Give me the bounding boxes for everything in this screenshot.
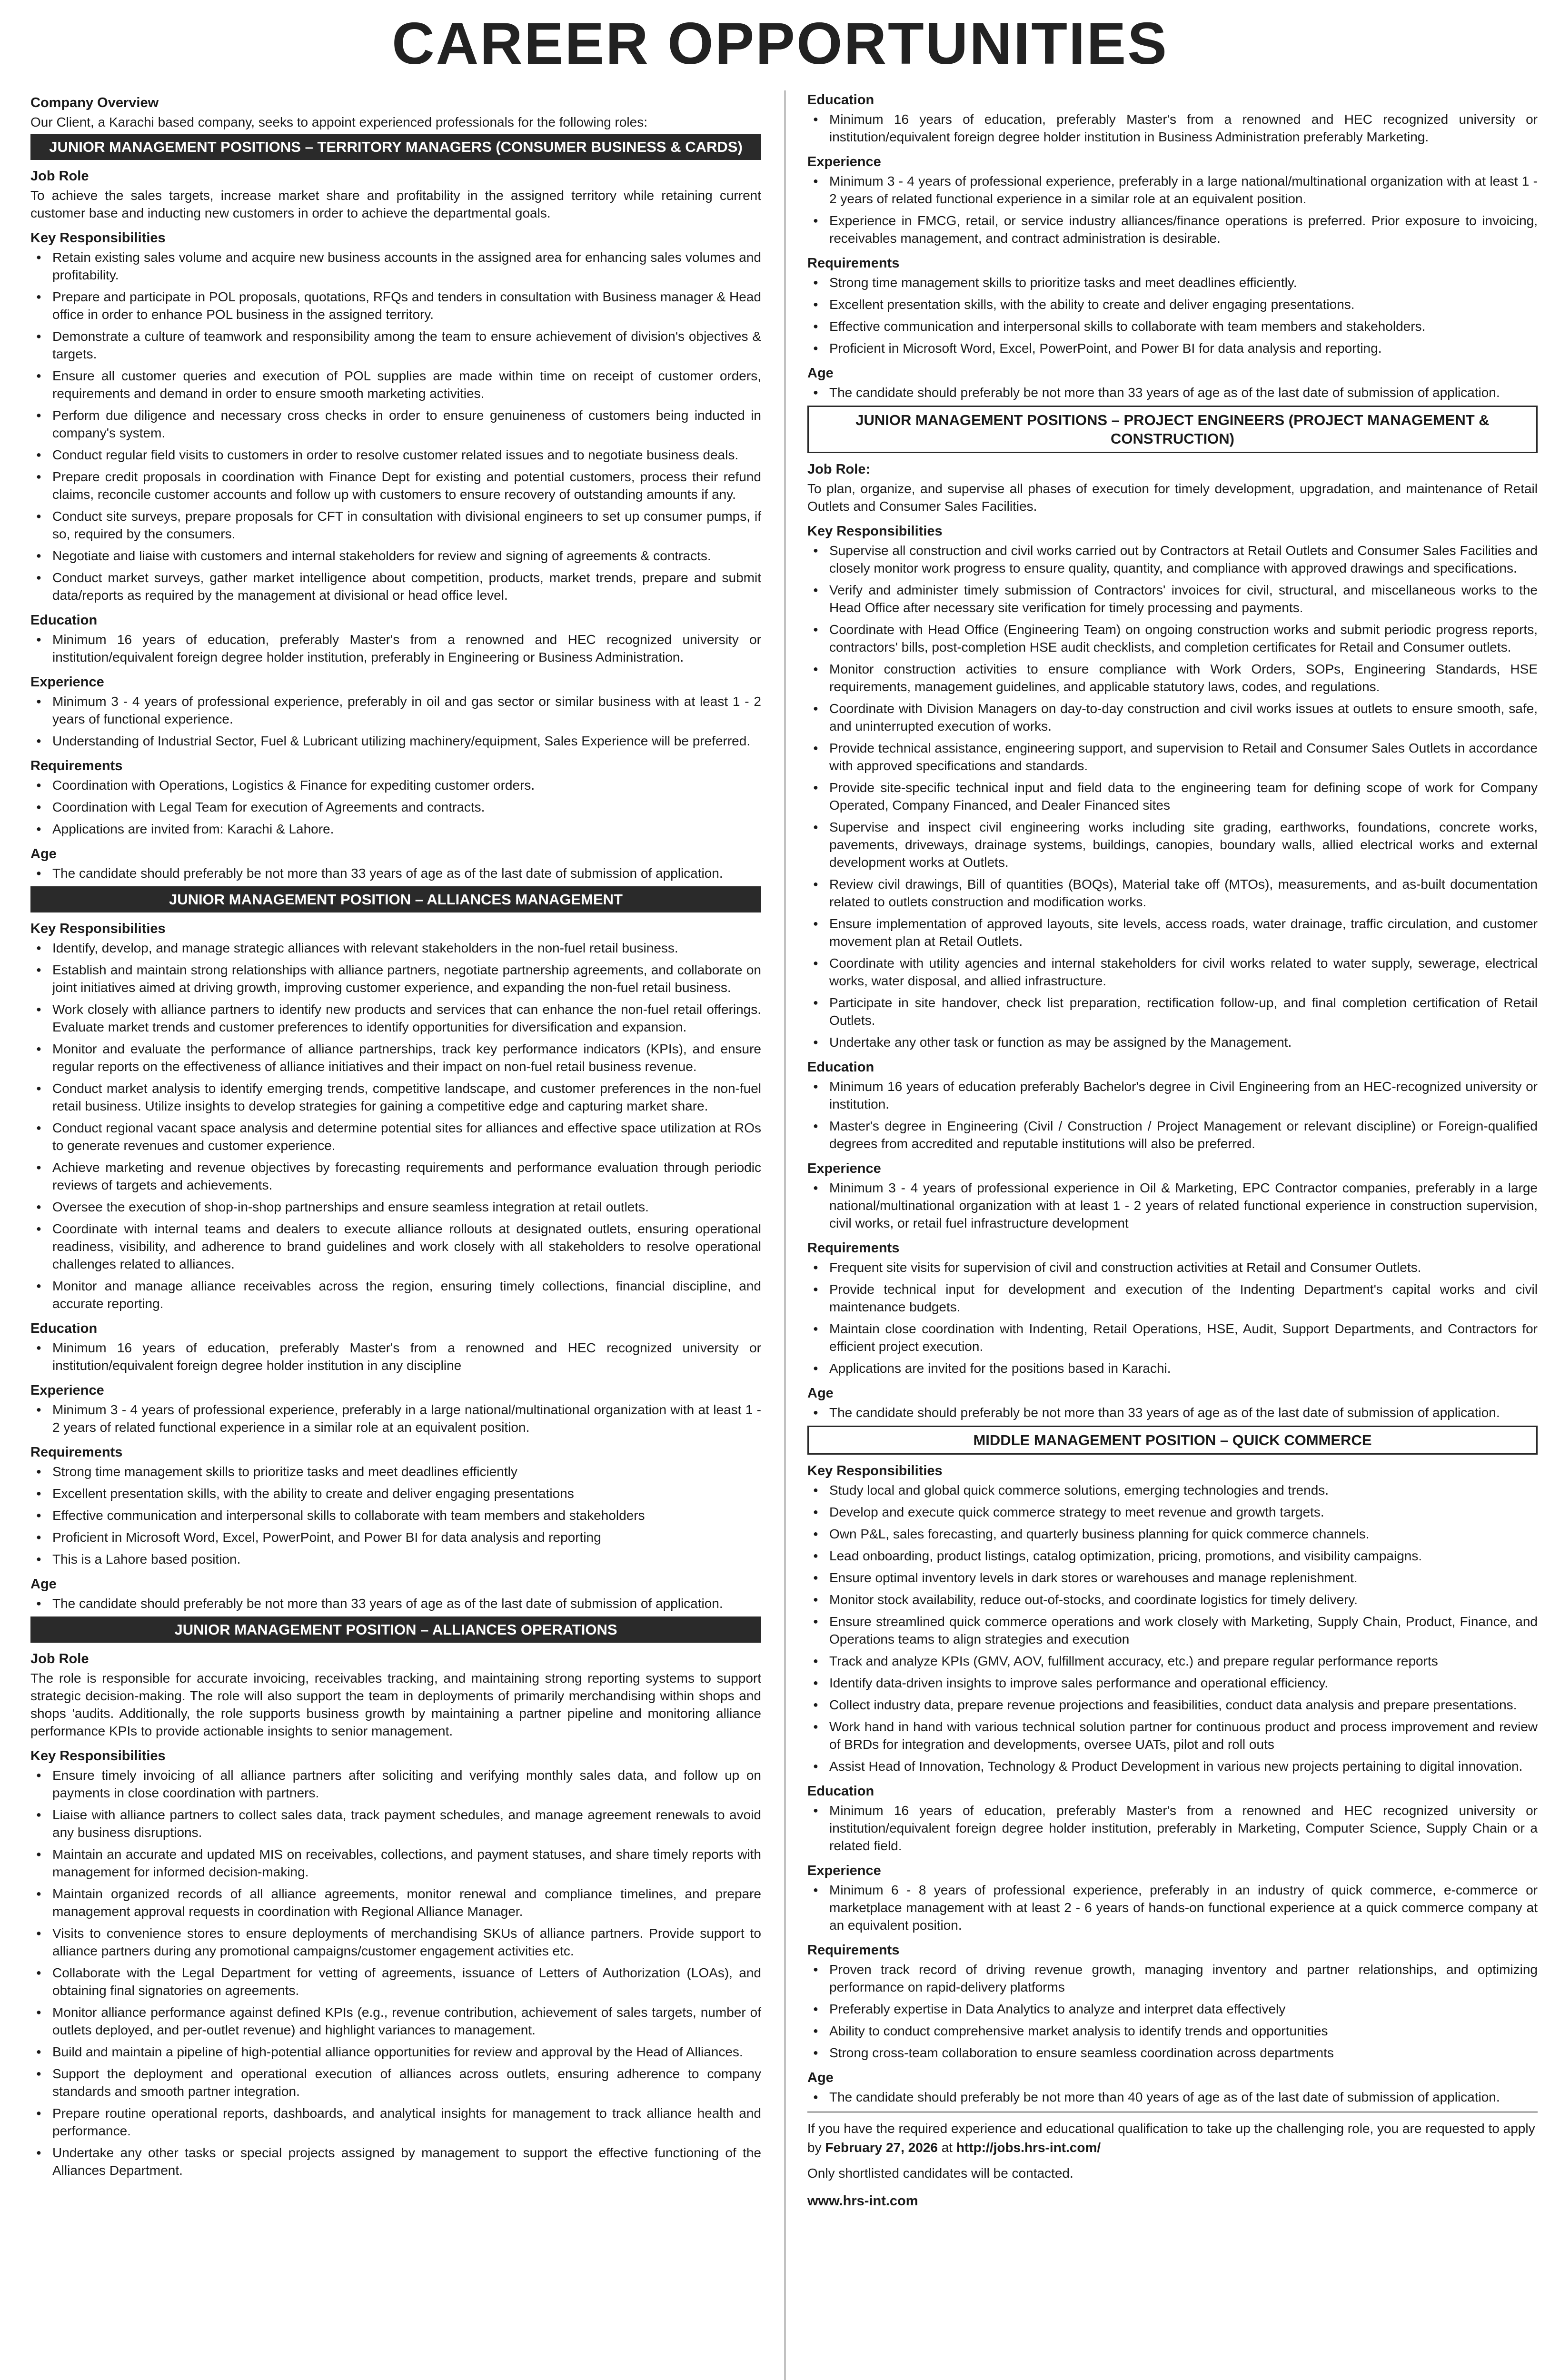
education-list [30, 631, 761, 666]
section-heading: Age [807, 1386, 834, 1401]
left-column [30, 90, 761, 2183]
list-item: ● Achieve marketing and revenue objectives by forecasting requirements and performance evaluation through periodic reviews of targets and achievements. [30, 1159, 761, 1194]
list-item: ● Build and maintain a pipeline of high-potential alliance opportunities for review and approval by the Head of Alliances. [30, 2043, 761, 2061]
list-item: ● Ensure optimal inventory levels in dark stores or warehouses and manage replenishment. [807, 1569, 1538, 1587]
list-item: ● Undertake any other task or function as may be assigned by the Management. [807, 1033, 1538, 1051]
list-item: ● Coordination with Operations, Logistics & Finance for expediting customer orders. [30, 776, 761, 794]
requirements-list [807, 274, 1538, 357]
list-item: ● Perform due diligence and necessary cross checks in order to ensure genuineness of customers being inducted in company's system. [30, 407, 761, 442]
list-item: ● Conduct market analysis to identify emerging trends, competitive landscape, and customer preferences in the non-fuel retail business. Utilize insights to develop strategies for gaining a competitive edge and capturing market share. [30, 1080, 761, 1115]
list-item: ● Coordination with Legal Team for execution of Agreements and contracts. [30, 798, 761, 816]
requirements-list [30, 1463, 761, 1568]
education-list [807, 110, 1538, 146]
section-heading: Key Responsibilities [30, 921, 166, 936]
section-heading: Experience [807, 1863, 881, 1878]
list-item: ● Undertake any other tasks or special projects assigned by management to support the effective functioning of the Alliances Department. [30, 2144, 761, 2179]
age-list [807, 1404, 1538, 1421]
section-heading: Age [30, 1577, 57, 1592]
list-item: ● Effective communication and interpersonal skills to collaborate with team members and stakeholders. [807, 317, 1538, 335]
list-item: ● Maintain organized records of all alliance agreements, monitor renewal and compliance timelines, and prepare management approval requests in coordination with Regional Alliance Manager. [30, 1885, 761, 1920]
list-item: ● Monitor alliance performance against defined KPIs (e.g., revenue contribution, achievement of sales targets, number of outlets deployed, and per-outlet revenue) and highlight variances to management. [30, 2003, 761, 2039]
list-item: ● Minimum 3 - 4 years of professional experience, preferably in a large national/multinational organization with at least 1 - 2 years of related functional experience in a similar role at an equivalent position. [30, 1401, 761, 1436]
experience-list [807, 1881, 1538, 1934]
list-item: ● Collaborate with the Legal Department for vetting of agreements, issuance of Letters of Authorization (LOAs), and obtaining final signatories on agreements. [30, 1964, 761, 1999]
list-item: ● Applications are invited from: Karachi & Lahore. [30, 820, 761, 838]
section-heading: Key Responsibilities [807, 524, 943, 539]
list-item: ● Conduct regular field visits to customers in order to resolve customer related issues and to negotiate business deals. [30, 446, 761, 464]
job-role-text: To achieve the sales targets, increase market share and profitability in the assigned territory while retaining current customer base and inducting new customers in order to achieve the departmental goals. [30, 188, 761, 220]
list-item: ● Lead onboarding, product listings, catalog optimization, pricing, promotions, and visibility campaigns. [807, 1547, 1538, 1565]
list-item: ● The candidate should preferably be not more than 33 years of age as of the last date of submission of application. [30, 1595, 761, 1612]
list-item: ● Own P&L, sales forecasting, and quarterly business planning for quick commerce channels. [807, 1525, 1538, 1543]
list-item: ● Minimum 16 years of education preferably Bachelor's degree in Civil Engineering from an HEC-recognized university or institution. [807, 1078, 1538, 1113]
list-item: ● Minimum 16 years of education, preferably Master's from a renowned and HEC recognized university or institution/equivalent foreign degree holder institution in Business Administration preferably Marketing. [807, 110, 1538, 146]
list-item: ● Ensure timely invoicing of all alliance partners after soliciting and verifying monthly sales data, and follow up on payments in close coordination with partners. [30, 1766, 761, 1802]
list-item: ● Review civil drawings, Bill of quantities (BOQs), Material take off (MTOs), measurements, and as-built documentation related to outlets construction and modification works. [807, 875, 1538, 911]
list-item: ● Minimum 16 years of education, preferably Master's from a renowned and HEC recognized university or institution/equivalent foreign degree holder institution in any discipline [30, 1339, 761, 1374]
requirements-list [30, 776, 761, 838]
apply-link[interactable]: http://jobs.hrs-int.com/ [956, 2140, 1101, 2155]
list-item: ● Conduct regional vacant space analysis and determine potential sites for alliances and effective space utilization at ROs to generate revenues and customer experience. [30, 1119, 761, 1154]
job-role-text: To plan, organize, and supervise all phases of execution for timely development, upgradation, and maintenance of Retail Outlets and Consumer Sales Facilities. [807, 481, 1538, 514]
list-item: ● The candidate should preferably be not more than 33 years of age as of the last date of submission of application. [807, 384, 1538, 401]
list-item: ● The candidate should preferably be not more than 33 years of age as of the last date of submission of application. [807, 1404, 1538, 1421]
list-item: ● Work hand in hand with various technical solution partner for continuous product and process improvement and review of BRDs for integration and developments, oversee UATs, pilot and roll outs [807, 1718, 1538, 1753]
right-column [807, 90, 1538, 2209]
requirements-list [807, 1961, 1538, 2062]
section-heading: Requirements [807, 256, 900, 271]
list-item: ● Proficient in Microsoft Word, Excel, PowerPoint, and Power BI for data analysis and reporting. [807, 339, 1538, 357]
list-item: ● Provide technical assistance, engineering support, and supervision to Retail and Consumer Sales Outlets in accordance with approved specifications and standards. [807, 739, 1538, 774]
responsibilities-list [30, 939, 761, 1312]
list-item: ● Frequent site visits for supervision of civil and construction activities at Retail and Consumer Outlets. [807, 1259, 1538, 1276]
responsibilities-list [807, 1481, 1538, 1775]
website-link[interactable]: www.hrs-int.com [807, 2193, 918, 2209]
list-item: ● Verify and administer timely submission of Contractors' invoices for civil, structural, and miscellaneous works to the Head Office after necessary site verification for timely processing and payments. [807, 581, 1538, 616]
section-heading: Age [807, 366, 834, 381]
apply-instructions [807, 2119, 1538, 2157]
shortlist-note: Only shortlisted candidates will be contacted. [807, 2166, 1073, 2181]
list-item: ● Coordinate with internal teams and dealers to execute alliance rollouts at designated outlets, ensuring operational readiness, visibility, and adherence to brand guidelines and work closely with all stakeholders to resolve operational challenges related to alliances. [30, 1220, 761, 1273]
section-heading: Job Role [30, 1651, 89, 1666]
list-item: ● Study local and global quick commerce solutions, emerging technologies and trends. [807, 1481, 1538, 1499]
territory-managers-banner: JUNIOR MANAGEMENT POSITIONS – TERRITORY MANAGERS (CONSUMER BUSINESS & CARDS) [30, 134, 761, 160]
list-item: ● Track and analyze KPIs (GMV, AOV, fulfillment accuracy, etc.) and prepare regular performance reports [807, 1652, 1538, 1670]
section-heading: Education [30, 1321, 98, 1336]
apply-deadline: February 27, 2026 [825, 2140, 938, 2155]
list-item: ● Visits to convenience stores to ensure deployments of merchandising SKUs of alliance partners. Provide support to alliance partners during any promotional campaigns/customer engagement activities etc. [30, 1924, 761, 1960]
list-item: ● Collect industry data, prepare revenue projections and feasibilities, conduct data analysis and prepare presentations. [807, 1696, 1538, 1714]
list-item: ● Proficient in Microsoft Word, Excel, PowerPoint, and Power BI for data analysis and reporting [30, 1528, 761, 1546]
list-item: ● Minimum 16 years of education, preferably Master's from a renowned and HEC recognized university or institution/equivalent foreign degree holder institution, preferably in Engineering or Business Administration. [30, 631, 761, 666]
list-item: ● Monitor and evaluate the performance of alliance partnerships, track key performance indicators (KPIs), and ensure regular reports on the effectiveness of alliance initiatives and their impact on non-fuel retail business revenue. [30, 1040, 761, 1075]
page-title: CAREER OPPORTUNITIES [392, 11, 1168, 77]
list-item: ● Monitor and manage alliance receivables across the region, ensuring timely collections, financial discipline, and accurate reporting. [30, 1277, 761, 1312]
list-item: ● Monitor stock availability, reduce out-of-stocks, and coordinate logistics for timely delivery. [807, 1591, 1538, 1608]
list-item: ● Coordinate with Division Managers on day-to-day construction and civil works issues at outlets to ensure smooth, safe, and uninterrupted execution of works. [807, 700, 1538, 735]
list-item: ● Understanding of Industrial Sector, Fuel & Lubricant utilizing machinery/equipment, Sales Experience will be preferred. [30, 732, 761, 750]
list-item: ● Identify, develop, and manage strategic alliances with relevant stakeholders in the non-fuel retail business. [30, 939, 761, 957]
section-heading: Education [807, 1784, 874, 1799]
list-item: ● Conduct market surveys, gather market intelligence about competition, products, market trends, prepare and submit data/reports as required by the management at divisional or head office level. [30, 569, 761, 604]
list-item: ● Excellent presentation skills, with the ability to create and deliver engaging presentations. [807, 296, 1538, 313]
section-heading: Key Responsibilities [30, 1748, 166, 1764]
apply-text-mid: at [937, 2140, 956, 2155]
experience-list [30, 1401, 761, 1436]
section-heading: Requirements [807, 1240, 900, 1256]
list-item: ● Demonstrate a culture of teamwork and responsibility among the team to ensure achievement of division's objectives & targets. [30, 327, 761, 363]
age-list [30, 1595, 761, 1612]
section-heading: Job Role [30, 169, 89, 184]
section-heading: Key Responsibilities [807, 1463, 943, 1478]
company-overview-text: Our Client, a Karachi based company, seeks to appoint experienced professionals for the following roles: [30, 115, 647, 129]
list-item: ● Work closely with alliance partners to identify new products and services that can enhance the non-fuel retail offerings. Evaluate market trends and customer preferences to identify opportunities for diversification and expansion. [30, 1001, 761, 1036]
list-item: ● Maintain close coordination with Indenting, Retail Operations, HSE, Audit, Support Departments, and Contractors for efficient project execution. [807, 1320, 1538, 1355]
section-heading: Experience [807, 154, 881, 169]
education-list [30, 1339, 761, 1374]
section-heading: Experience [30, 1383, 104, 1398]
responsibilities-list [30, 1766, 761, 2179]
list-item: ● Maintain an accurate and updated MIS on receivables, collections, and payment statuses, and share timely reports with management for informed decision-making. [30, 1845, 761, 1881]
list-item: ● Ensure streamlined quick commerce operations and work closely with Marketing, Supply Chain, Product, Finance, and Operations teams to align strategies and execution [807, 1613, 1538, 1648]
list-item: ● Monitor construction activities to ensure compliance with Work Orders, SOPs, Engineering Standards, HSE requirements, management guidelines, and applicable statutory laws, codes, and regulations. [807, 660, 1538, 695]
list-item: ● Prepare routine operational reports, dashboards, and analytical insights for management to track alliance health and performance. [30, 2104, 761, 2140]
requirements-list [807, 1259, 1538, 1377]
section-heading: Experience [807, 1161, 881, 1176]
list-item: ● Excellent presentation skills, with the ability to create and deliver engaging presentations [30, 1485, 761, 1502]
list-item: ● Identify data-driven insights to improve sales performance and operational efficiency. [807, 1674, 1538, 1692]
list-item: ● Preferably expertise in Data Analytics to analyze and interpret data effectively [807, 2000, 1538, 2018]
responsibilities-list [30, 248, 761, 604]
section-heading: Requirements [30, 758, 123, 774]
quick-commerce-banner: MIDDLE MANAGEMENT POSITION – QUICK COMMERCE [807, 1426, 1538, 1455]
section-heading: Education [30, 613, 98, 628]
list-item: ● Supervise all construction and civil works carried out by Contractors at Retail Outlets and Consumer Sales Facilities and closely monitor work progress to ensure quality, quantity, and compliance with approved drawings and specifications. [807, 542, 1538, 577]
age-list [807, 2088, 1538, 2106]
section-heading: Key Responsibilities [30, 230, 166, 246]
section-heading: Education [807, 1060, 874, 1075]
list-item: ● Oversee the execution of shop-in-shop partnerships and ensure seamless integration at retail outlets. [30, 1198, 761, 1216]
list-item: ● Strong time management skills to prioritize tasks and meet deadlines efficiently. [807, 274, 1538, 291]
list-item: ● Negotiate and liaise with customers and internal stakeholders for review and signing of agreements & contracts. [30, 547, 761, 565]
list-item: ● Conduct site surveys, prepare proposals for CFT in consultation with divisional engineers to set up consumer pumps, if so, required by the consumers. [30, 507, 761, 543]
list-item: ● Establish and maintain strong relationships with alliance partners, negotiate partnership agreements, and collaborate on joint initiatives aimed at driving growth, improving customer experience, and expanding the non-fuel retail business. [30, 961, 761, 996]
list-item: ● Minimum 3 - 4 years of professional experience, preferably in a large national/multinational organization with at least 1 - 2 years of related functional experience in a similar role at an equivalent position. [807, 172, 1538, 208]
list-item: ● Participate in site handover, check list preparation, rectification follow-up, and final completion certification of Retail Outlets. [807, 994, 1538, 1029]
list-item: ● Prepare credit proposals in coordination with Finance Dept for existing and potential customers, process their refund claims, reconcile customer accounts and follow up with customers to ensure recovery of outstanding amounts if any. [30, 468, 761, 503]
experience-list [30, 693, 761, 750]
experience-list [807, 172, 1538, 247]
list-item: ● Effective communication and interpersonal skills to collaborate with team members and stakeholders [30, 1507, 761, 1524]
list-item: ● Provide technical input for development and execution of the Indenting Department's capital works and civil maintenance budgets. [807, 1280, 1538, 1316]
list-item: ● Minimum 3 - 4 years of professional experience in Oil & Marketing, EPC Contractor companies, preferably in a large national/multinational organization with at least 1 - 2 years of related functional experience in construction supervision, civil works, or retail fuel infrastructure development [807, 1179, 1538, 1232]
list-item: ● Minimum 16 years of education, preferably Master's from a renowned and HEC recognized university or institution/equivalent foreign degree holder institution, preferably in Marketing, Computer Science, Supply Chain or a related field. [807, 1802, 1538, 1854]
education-list [807, 1078, 1538, 1152]
experience-list [807, 1179, 1538, 1232]
alliances-management-banner: JUNIOR MANAGEMENT POSITION – ALLIANCES MANAGEMENT [30, 886, 761, 912]
list-item: ● Minimum 6 - 8 years of professional experience, preferably in an industry of quick commerce, e-commerce or marketplace management with at least 2 - 6 years of hands-on functional experience at a quick commerce company at an equivalent position. [807, 1881, 1538, 1934]
section-heading: Job Role: [807, 462, 871, 477]
age-list [30, 864, 761, 882]
list-item: ● Coordinate with utility agencies and internal stakeholders for civil works related to water supply, sewerage, electrical works, water disposal, and allied infrastructure. [807, 954, 1538, 990]
section-heading: Age [807, 2070, 834, 2085]
list-item: ● Strong cross-team collaboration to ensure seamless coordination across departments [807, 2044, 1538, 2062]
company-overview-heading: Company Overview [30, 95, 159, 110]
age-list [807, 384, 1538, 401]
list-item: ● Minimum 3 - 4 years of professional experience, preferably in oil and gas sector or similar business with at least 1 - 2 years of functional experience. [30, 693, 761, 728]
list-item: ● Experience in FMCG, retail, or service industry alliances/finance operations is preferred. Prior exposure to invoicing, receivables management, and contract administration is desirable. [807, 212, 1538, 247]
section-heading: Education [807, 92, 874, 108]
section-heading: Requirements [807, 1943, 900, 1958]
list-item: ● The candidate should preferably be not more than 40 years of age as of the last date of submission of application. [807, 2088, 1538, 2106]
list-item: ● Ability to conduct comprehensive market analysis to identify trends and opportunities [807, 2022, 1538, 2040]
job-role-text: The role is responsible for accurate invoicing, receivables tracking, and maintaining strong reporting systems to support strategic decision-making. The role will also support the team in deployments of primarily merchandising within shops and shops 'audits. Additionally, the role supports business growth by maintaining a partner pipeline and monitoring alliance performance KPIs to provide actionable insights to senior management. [30, 1671, 761, 1738]
list-item: ● Prepare and participate in POL proposals, quotations, RFQs and tenders in consultation with Business manager & Head office in order to enhance POL business in the assigned territory. [30, 288, 761, 323]
section-heading: Age [30, 846, 57, 862]
list-item: ● Strong time management skills to prioritize tasks and meet deadlines efficiently [30, 1463, 761, 1480]
section-heading: Requirements [30, 1445, 123, 1460]
list-item: ● Develop and execute quick commerce strategy to meet revenue and growth targets. [807, 1503, 1538, 1521]
list-item: ● Provide site-specific technical input and field data to the engineering team for defining scope of work for Company Operated, Company Financed, and Dealer Financed sites [807, 779, 1538, 814]
list-item: ● Ensure all customer queries and execution of POL supplies are made within time on receipt of customer orders, requirements and demand in order to ensure smooth marketing activities. [30, 367, 761, 402]
section-heading: Experience [30, 674, 104, 690]
list-item: ● Retain existing sales volume and acquire new business accounts in the assigned area for enhancing sales volumes and profitability. [30, 248, 761, 284]
list-item: ● Applications are invited for the positions based in Karachi. [807, 1359, 1538, 1377]
list-item: ● The candidate should preferably be not more than 33 years of age as of the last date of submission of application. [30, 864, 761, 882]
list-item: ● Support the deployment and operational execution of alliances across outlets, ensuring adherence to company standards and smooth partner integration. [30, 2065, 761, 2100]
list-item: ● Liaise with alliance partners to collect sales data, track payment schedules, and manage agreement renewals to avoid any business disruptions. [30, 1806, 761, 1841]
list-item: ● This is a Lahore based position. [30, 1550, 761, 1568]
project-engineers-banner: JUNIOR MANAGEMENT POSITIONS – PROJECT ENGINEERS (PROJECT MANAGEMENT & CONSTRUCTION) [807, 406, 1538, 453]
list-item: ● Ensure implementation of approved layouts, site levels, access roads, water drainage, traffic circulation, and customer movement plan at Retail Outlets. [807, 915, 1538, 950]
responsibilities-list [807, 542, 1538, 1051]
list-item: ● Master's degree in Engineering (Civil / Construction / Project Management or relevant discipline) or Foreign-qualified degrees from accredited and reputable institutions will also be preferred. [807, 1117, 1538, 1152]
list-item: ● Assist Head of Innovation, Technology & Product Development in various new projects pertaining to digital innovation. [807, 1757, 1538, 1775]
education-list [807, 1802, 1538, 1854]
apply-text: If you have the required experience and educational qualification to take up the challenging role, you are requested to apply by [807, 2121, 1535, 2155]
list-item: ● Coordinate with Head Office (Engineering Team) on ongoing construction works and submit periodic progress reports, contractors' bills, post-completion HSE audit checklists, and completion certificates for Retail and Consumer outlets. [807, 621, 1538, 656]
list-item: ● Supervise and inspect civil engineering works including site grading, earthworks, foundations, concrete works, pavements, driveways, drainage systems, buildings, canopies, boundary walls, allied electrical works and external development works at Outlets. [807, 818, 1538, 871]
alliances-operations-banner: JUNIOR MANAGEMENT POSITION – ALLIANCES OPERATIONS [30, 1616, 761, 1643]
list-item: ● Proven track record of driving revenue growth, managing inventory and partner relationships, and optimizing performance on rapid-delivery platforms [807, 1961, 1538, 1996]
